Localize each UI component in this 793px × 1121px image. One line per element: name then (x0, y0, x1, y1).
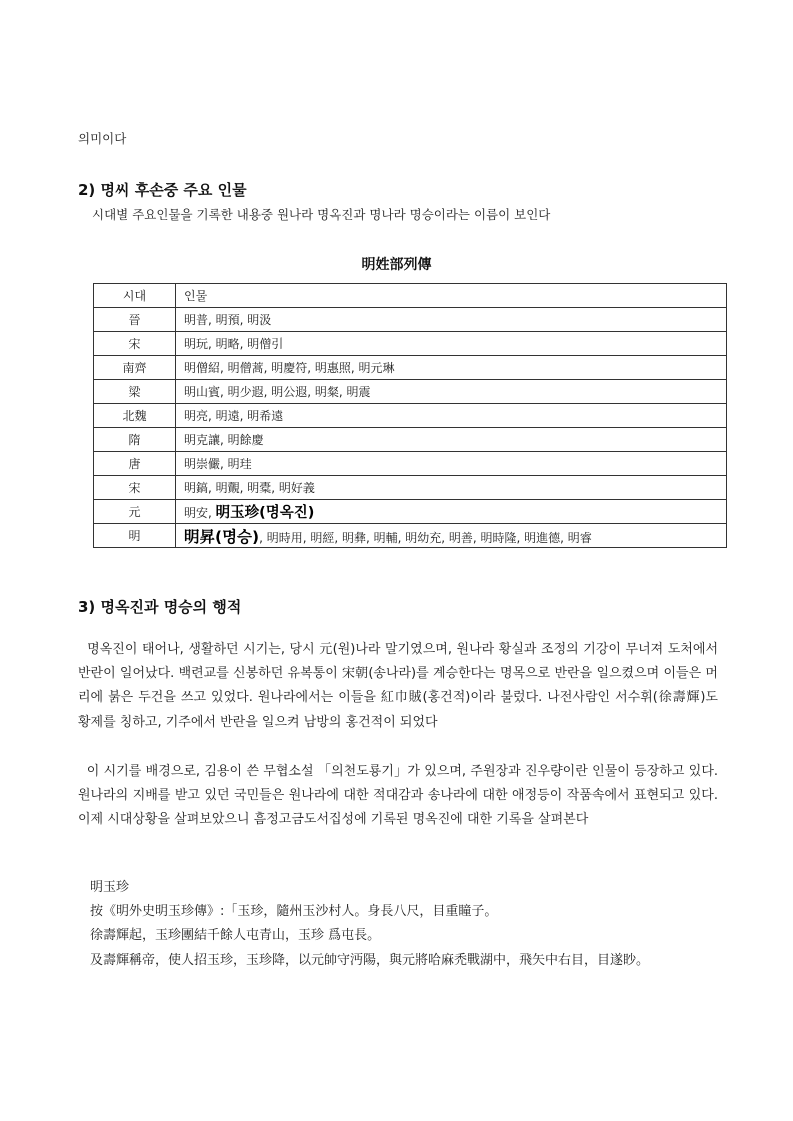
era-cell: 宋 (94, 332, 176, 356)
intro-text: 의미이다 (78, 131, 127, 146)
header-era: 시대 (94, 284, 176, 308)
paragraph-2-text: 이 시기를 배경으로, 김용이 쓴 무협소설 「의천도룡기」가 있으며, 주원장과 진우량이란 인물이 등장하고 있다. 원나라의 지배를 받고 있던 국민들은 원나라에 대한 적대감과 송나라에 대한 애정등이 작품속에서 표현되고 있다. 이제 시대상황을 살펴보았으니 흠정고금도서집성에 기록된 명옥진에 대한 기록을 살펴본다 (78, 764, 719, 828)
people-suffix: , 明時用, 明經, 明彝, 明輔, 明幼充, 明善, 明時隆, 明進德, 明睿 (259, 530, 592, 545)
quote-block (78, 876, 718, 973)
people-cell (176, 500, 727, 524)
people-cell: 明亮, 明遠, 明希遠 (176, 404, 727, 428)
table-row (94, 476, 727, 500)
section-2-heading: 2) 명씨 후손중 주요 인물 (78, 181, 247, 199)
era-cell: 晉 (94, 308, 176, 332)
people-prefix: 明安, (184, 506, 216, 520)
section-3-paragraph-2 (78, 760, 718, 833)
section-3-paragraph-1 (78, 638, 718, 735)
section-3-heading: 3) 명옥진과 명승의 행적 (78, 598, 242, 616)
people-cell: 明山賓, 明少遐, 明公遐, 明粲, 明震 (176, 380, 727, 404)
people-cell (176, 524, 727, 548)
table-row (94, 332, 727, 356)
biography-table (93, 283, 727, 548)
table-header-row (94, 284, 727, 308)
people-cell: 明鎬, 明覿, 明橐, 明好義 (176, 476, 727, 500)
table-row (94, 308, 727, 332)
era-cell: 北魏 (94, 404, 176, 428)
table-row (94, 356, 727, 380)
people-cell: 明克讓, 明餘慶 (176, 428, 727, 452)
quote-line-1: 按《明外史明玉珍傳》:「玉珍，隨州玉沙村人。身長八尺，目重瞳子。 (90, 904, 498, 920)
era-cell: 唐 (94, 452, 176, 476)
era-cell: 梁 (94, 380, 176, 404)
table-row-ming (94, 524, 727, 548)
highlight-name-myeong-seung: 明昇(명승) (184, 527, 260, 546)
table-row (94, 452, 727, 476)
people-cell: 明崇儼, 明珪 (176, 452, 727, 476)
quote-title: 明玉珍 (90, 880, 130, 895)
table-row (94, 380, 727, 404)
people-cell: 明普, 明預, 明汲 (176, 308, 727, 332)
section-2-description: 시대별 주요인물을 기록한 내용중 원나라 명옥진과 명나라 명승이라는 이름이 보인다 (92, 207, 551, 222)
era-cell: 宋 (94, 476, 176, 500)
people-cell: 明玩, 明略, 明僧引 (176, 332, 727, 356)
paragraph-1-text: 명옥진이 태어나, 생활하던 시기는, 당시 元(원)나라 말기였으며, 원나라 황실과 조정의 기강이 무너져 도처에서 반란이 일어났다. 백련교를 신봉하던 유복통이 宋朝(송나라)를 계승한다는 명목으로 반란을 일으켰으며 이들은 머리에 붉은 두건을 쓰고 있었다. 원나라에서는 이들을 紅巾賊(홍건적)이라 불렀다. 나전사람인 서수휘(徐壽輝)도 황제를 칭하고, 기주에서 반란을 일으켜 남방의 홍건적이 되었다 (78, 642, 719, 730)
era-cell: 元 (94, 500, 176, 524)
table-caption: 明姓部列傳 (361, 257, 432, 273)
quote-line-3: 及壽輝稱帝，使人招玉珍，玉珍降，以元帥守沔陽，與元將哈麻禿戰湖中，飛矢中右目，目遂眇。 (90, 952, 650, 968)
era-cell: 明 (94, 524, 176, 548)
header-people: 인물 (176, 284, 727, 308)
highlight-name-myeong-okjin: 明玉珍(명옥진) (215, 505, 315, 521)
quote-line-2: 徐壽輝起，玉珍團結千餘人屯青山，玉珍 爲屯長。 (90, 928, 381, 944)
table-row (94, 404, 727, 428)
table-row (94, 428, 727, 452)
era-cell: 南齊 (94, 356, 176, 380)
table-row-yuan (94, 500, 727, 524)
people-cell: 明僧紹, 明僧蒿, 明慶符, 明惠照, 明元琳 (176, 356, 727, 380)
era-cell: 隋 (94, 428, 176, 452)
